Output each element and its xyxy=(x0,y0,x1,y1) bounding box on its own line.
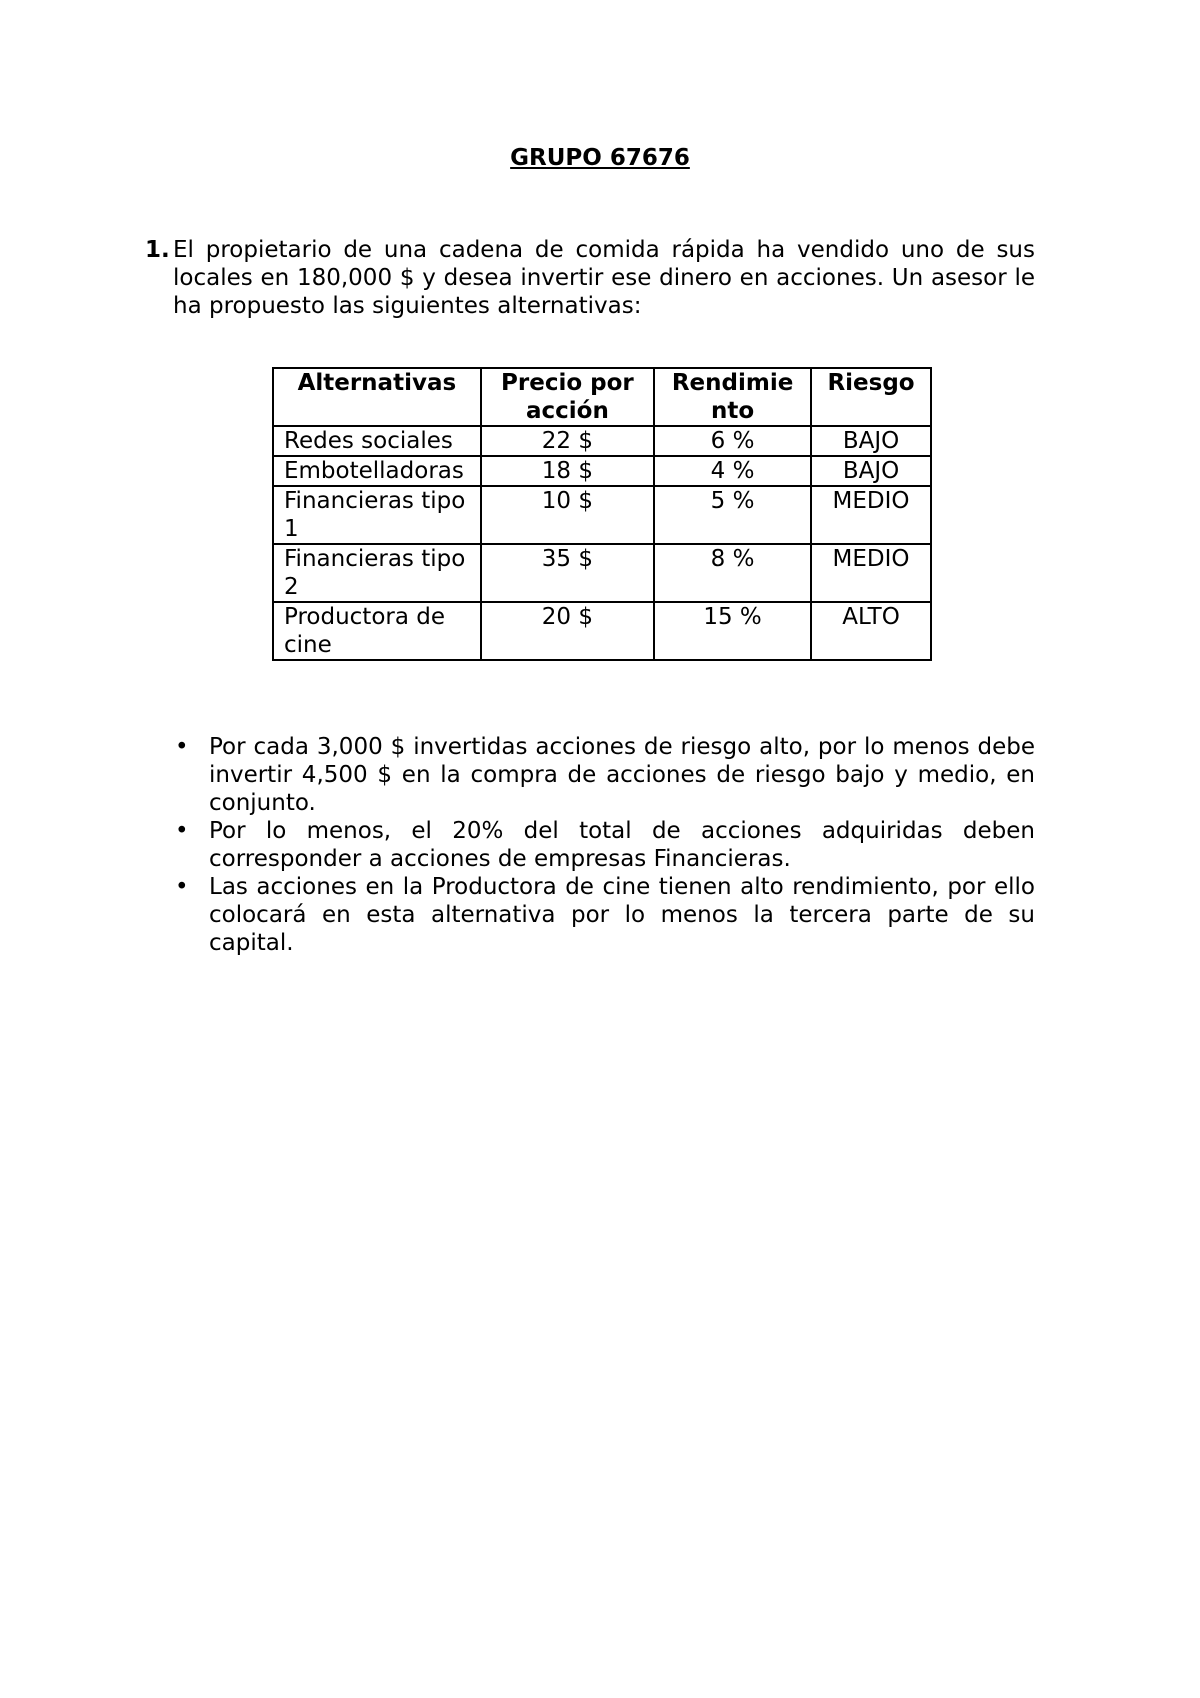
cell-yield: 15 % xyxy=(654,602,811,660)
bullet-icon: • xyxy=(175,874,189,900)
table-row xyxy=(273,486,931,544)
table-row xyxy=(273,456,931,486)
cell-price: 22 $ xyxy=(481,426,654,456)
condition-text: Por cada 3,000 $ invertidas acciones de riesgo alto, por lo menos debe invertir 4,500 $ en la compra de acciones de riesgo bajo y medio, en conjunto. xyxy=(209,734,1035,816)
table-row xyxy=(273,426,931,456)
bullet-icon: • xyxy=(175,818,189,844)
cell-risk: MEDIO xyxy=(811,486,931,544)
cell-risk: ALTO xyxy=(811,602,931,660)
condition-text: Por lo menos, el 20% del total de acciones adquiridas deben corresponder a acciones de empresas Financieras. xyxy=(209,818,1035,872)
cell-alternative: Embotelladoras xyxy=(273,456,481,486)
cell-yield: 8 % xyxy=(654,544,811,602)
cell-price: 20 $ xyxy=(481,602,654,660)
question-number: 1. xyxy=(145,237,170,263)
table-row xyxy=(273,544,931,602)
header-precio: Precio por acción xyxy=(481,368,654,426)
header-riesgo: Riesgo xyxy=(811,368,931,426)
list-item xyxy=(175,873,1035,957)
cell-yield: 4 % xyxy=(654,456,811,486)
header-rendimiento: Rendimiento xyxy=(654,368,811,426)
cell-alternative: Productora de cine xyxy=(273,602,481,660)
alternatives-table xyxy=(272,367,932,661)
cell-price: 18 $ xyxy=(481,456,654,486)
conditions-list xyxy=(175,733,1035,957)
cell-yield: 5 % xyxy=(654,486,811,544)
cell-alternative: Redes sociales xyxy=(273,426,481,456)
table-row xyxy=(273,602,931,660)
table-header-row xyxy=(273,368,931,426)
cell-alternative: Financieras tipo 1 xyxy=(273,486,481,544)
list-item xyxy=(175,817,1035,873)
cell-risk: MEDIO xyxy=(811,544,931,602)
cell-yield: 6 % xyxy=(654,426,811,456)
cell-price: 35 $ xyxy=(481,544,654,602)
bullet-icon: • xyxy=(175,734,189,760)
cell-risk: BAJO xyxy=(811,426,931,456)
cell-alternative: Financieras tipo 2 xyxy=(273,544,481,602)
document-title: GRUPO 67676 xyxy=(510,145,690,171)
question-1 xyxy=(145,236,1035,320)
cell-price: 10 $ xyxy=(481,486,654,544)
header-alternativas: Alternativas xyxy=(273,368,481,426)
list-item xyxy=(175,733,1035,817)
condition-text: Las acciones en la Productora de cine tienen alto rendimiento, por ello colocará en esta alternativa por lo menos la tercera parte de su capital. xyxy=(209,874,1035,956)
question-text: El propietario de una cadena de comida rápida ha vendido uno de sus locales en 180,000 $ y desea invertir ese dinero en acciones. Un asesor le ha propuesto las siguientes alternativas: xyxy=(173,237,1035,319)
cell-risk: BAJO xyxy=(811,456,931,486)
